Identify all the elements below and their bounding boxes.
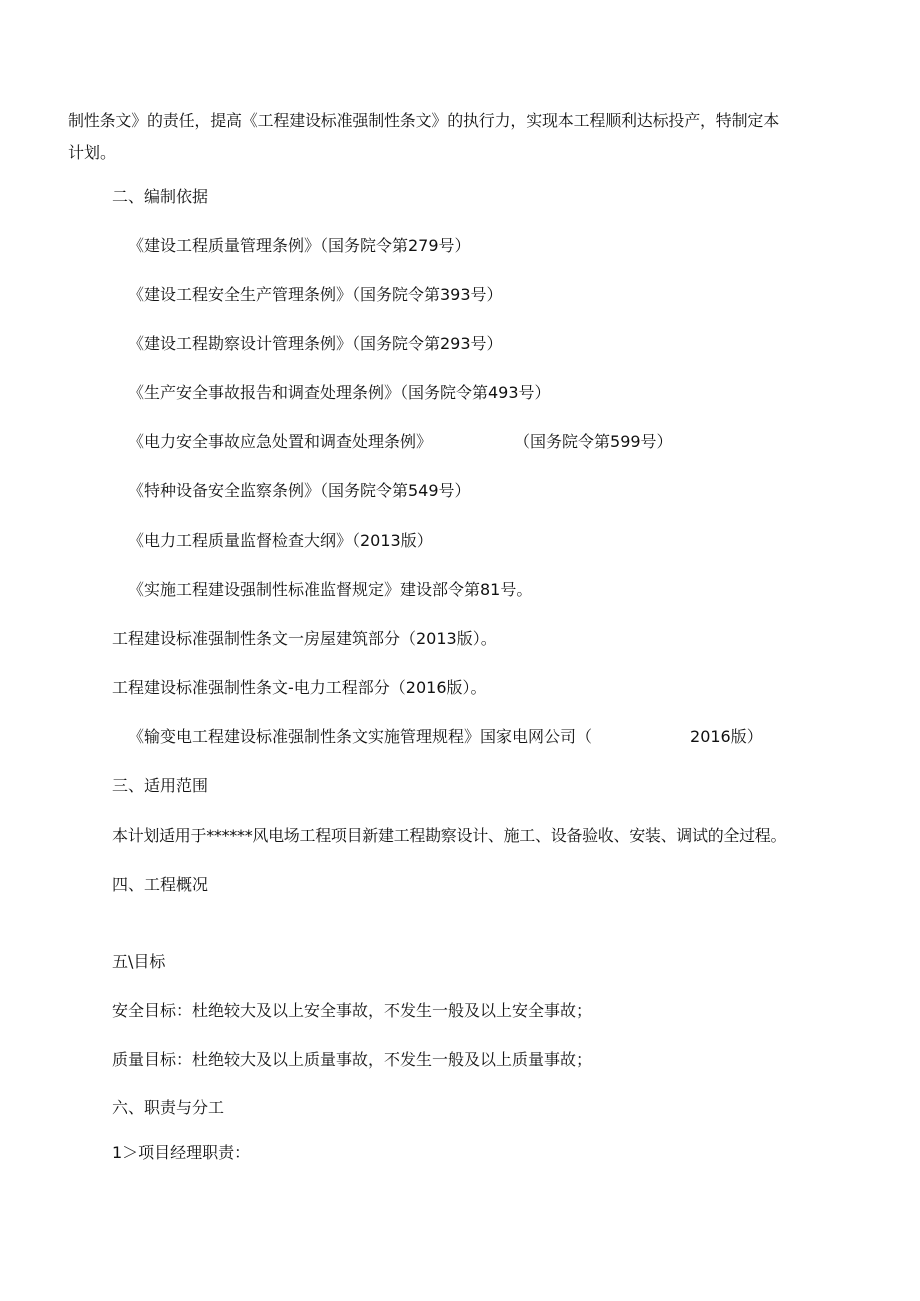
reference-item: 《生产安全事故报告和调查处理条例》（国务院令第493号） [128, 383, 551, 402]
responsibility-item: 1＞项目经理职责： [112, 1143, 251, 1162]
reference-item [128, 431, 673, 453]
reference-item: 工程建设标准强制性条文一房屋建筑部分（2013版）。 [112, 629, 497, 648]
reference-item: 《建设工程勘察设计管理条例》（国务院令第293号） [128, 334, 503, 353]
section-6-heading: 六、职责与分工 [112, 1098, 225, 1117]
section-2-heading: 二、编制依据 [112, 187, 209, 206]
reference-item: 《电力工程质量监督检查大纲》（2013版） [128, 531, 433, 550]
reference-item: 《建设工程安全生产管理条例》（国务院令第393号） [128, 285, 503, 304]
safety-target: 安全目标：杜绝较大及以上安全事故，不发生一般及以上安全事故； [112, 1001, 593, 1020]
section-4-heading: 四、工程概况 [112, 875, 209, 894]
section-3-body: 本计划适用于******风电场工程项目新建工程勘察设计、施工、设备验收、安装、调试的全过程。 [112, 826, 787, 845]
section-3-heading: 三、适用范围 [112, 776, 209, 795]
reference-note: （国务院令第599号） [514, 432, 673, 451]
reference-note: 2016版） [690, 727, 763, 746]
reference-title: 《电力安全事故应急处置和调查处理条例》 [128, 432, 433, 451]
intro-line-1: 制性条文》的责任，提高《工程建设标准强制性条文》的执行力，实现本工程顺利达标投产，特制定本 [68, 111, 780, 130]
reference-item: 《建设工程质量管理条例》（国务院令第279号） [128, 236, 471, 255]
reference-item: 工程建设标准强制性条文-电力工程部分（2016版）。 [112, 678, 487, 697]
reference-item [128, 726, 763, 748]
section-5-heading: 五\目标 [112, 952, 166, 971]
quality-target: 质量目标：杜绝较大及以上质量事故，不发生一般及以上质量事故； [112, 1050, 593, 1069]
reference-item: 《实施工程建设强制性标准监督规定》建设部令第81号。 [128, 580, 533, 599]
reference-title: 《输变电工程建设标准强制性条文实施管理规程》国家电网公司（ [128, 727, 593, 746]
intro-line-2: 计划。 [68, 143, 117, 162]
reference-item: 《特种设备安全监察条例》（国务院令第549号） [128, 481, 471, 500]
